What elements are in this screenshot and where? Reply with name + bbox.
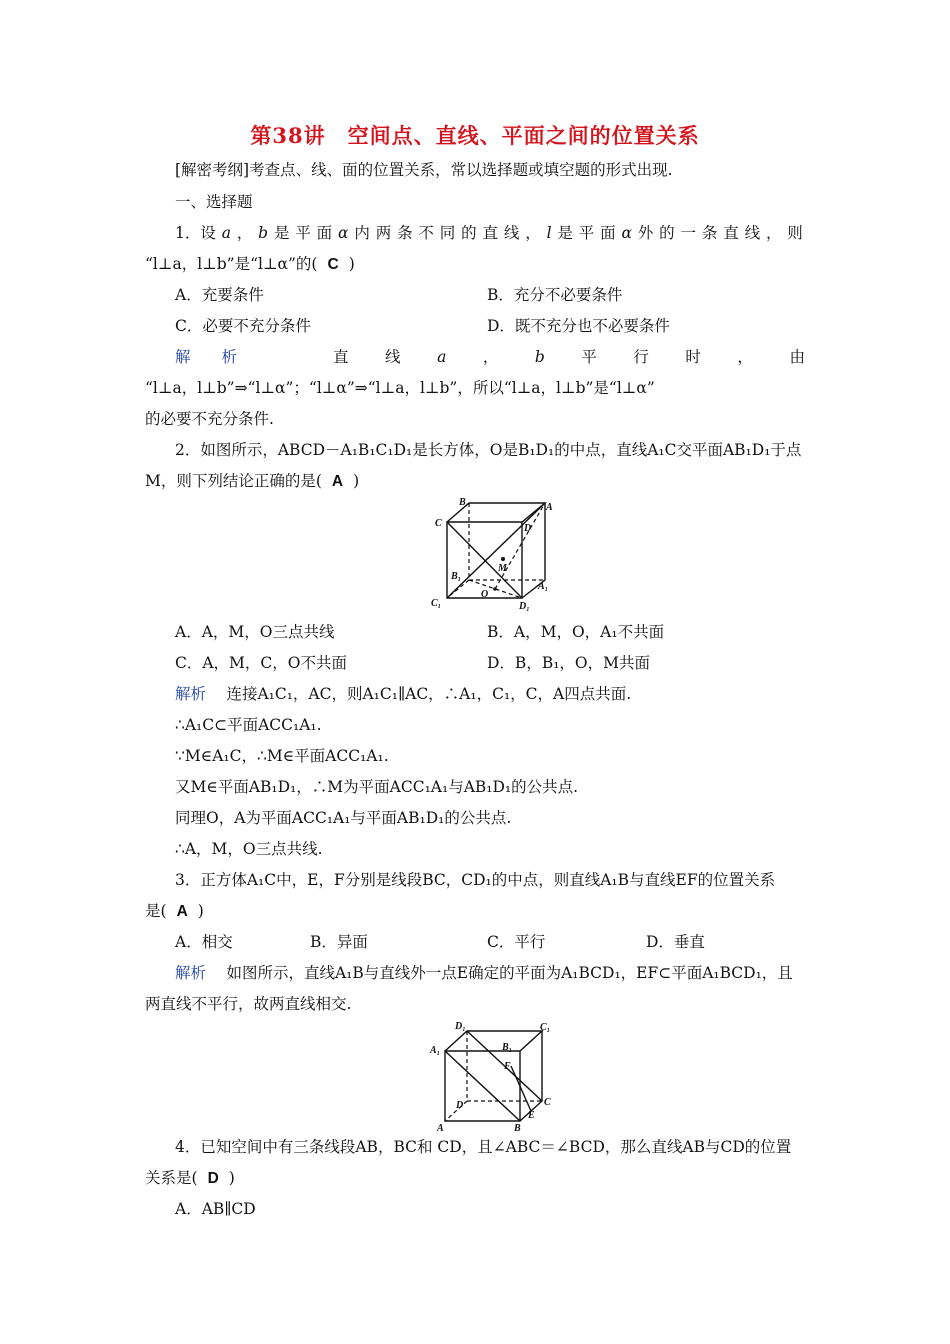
q1-answer: C: [327, 256, 339, 273]
q3-solution-label: 解析: [175, 964, 207, 982]
q4-answer: D: [207, 1170, 219, 1187]
q3-solution-line1: 解析 如图所示，直线A₁B与直线外一点E确定的平面为A₁BCD₁，EF⊂平面A₁BCD₁，且: [175, 964, 793, 982]
q2-solution-line6: ∴A，M，O三点共线.: [175, 840, 323, 858]
fig2-label-c: C: [435, 518, 442, 529]
q3-option-b: B．异面: [310, 933, 368, 951]
fig2-label-m: M: [498, 563, 507, 574]
fig3-label-d1: D₁: [455, 1021, 466, 1032]
q2-solution-label: 解析: [175, 685, 207, 703]
q1-solution-label: 解 析: [175, 348, 238, 366]
fig2-label-a: A: [546, 502, 553, 513]
fig2-label-b1: B₁: [451, 571, 462, 582]
fig3-label-f: F: [504, 1061, 511, 1072]
fig3-label-b: B: [514, 1123, 521, 1133]
q1-option-a: A．充要条件: [175, 286, 264, 304]
q2-option-d: D．B，B₁，O，M共面: [487, 654, 651, 672]
q3-option-c: C．平行: [487, 933, 546, 951]
fig3-label-a: A: [437, 1123, 444, 1133]
fig3-label-c: C: [544, 1097, 551, 1108]
fig2-label-o: O: [481, 589, 489, 600]
q3-option-a: A．相交: [175, 933, 233, 951]
q3-stem-line2: 是( A ): [145, 902, 204, 920]
q2-stem-line2: M，则下列结论正确的是( A ): [145, 472, 360, 490]
q1-stem-line2: “l⊥a，l⊥b”是“l⊥α”的( C ): [145, 255, 355, 273]
q2-stem-line1: 2．如图所示，ABCD－A₁B₁C₁D₁是长方体，O是B₁D₁的中点，直线A₁C交平面AB₁D₁于点: [175, 441, 802, 459]
intro-text: [解密考纲]考查点、线、面的位置关系，常以选择题或填空题的形式出现.: [175, 161, 673, 179]
q2-option-b: B．A，M，O，A₁不共面: [487, 623, 665, 641]
fig3-label-a1: A₁: [430, 1045, 441, 1056]
fig2-label-a1: A₁: [538, 581, 549, 592]
q1-stem-line1: 1．设 a ， b 是 平 面 α 内 两 条 不 同 的 直 线 ， l 是 平 面 α 外 的 一 条 直 线 ， 则: [175, 224, 803, 242]
q3-cube-figure: [425, 1018, 560, 1133]
q3-solution-line2: 两直线不平行，故两直线相交.: [145, 995, 352, 1013]
fig2-label-d1: D₁: [519, 601, 530, 612]
q1-option-d: D．既不充分也不必要条件: [487, 317, 670, 335]
q4-stem-line1: 4．已知空间中有三条线段AB，BC和 CD，且∠ABC＝∠BCD，那么直线AB与CD的位置: [175, 1138, 792, 1156]
fig3-label-c1: C₁: [540, 1022, 551, 1033]
fig2-label-c1: C₁: [431, 598, 442, 609]
q2-solution-line3: ∵M∈A₁C，∴M∈平面ACC₁A₁.: [175, 747, 389, 765]
q2-solution-line1: 解析 连接A₁C₁，AC，则A₁C₁∥AC，∴A₁，C₁，C，A四点共面.: [175, 685, 632, 703]
q4-stem-line2: 关系是( D ): [145, 1169, 235, 1187]
q2-solution-line5: 同理O，A为平面ACC₁A₁与平面AB₁D₁的公共点.: [175, 809, 512, 827]
q2-option-c: C．A，M，C，O不共面: [175, 654, 347, 672]
q1-solution-line3: 的必要不充分条件.: [145, 410, 274, 428]
q2-cuboid-figure: [425, 495, 560, 615]
section-heading: 一、选择题: [175, 193, 253, 211]
q1-solution-line1: 直 线 a ， b 平 行 时 ， 由: [333, 348, 805, 366]
q2-option-a: A．A，M，O三点共线: [175, 623, 335, 641]
q1-solution-line2: “l⊥a，l⊥b”⇒“l⊥α”；“l⊥α”⇒“l⊥a，l⊥b”，所以“l⊥a，l⊥b”是“l⊥α”: [145, 379, 655, 397]
fig3-label-e: E: [528, 1110, 535, 1121]
q1-option-c: C．必要不充分条件: [175, 317, 311, 335]
page-title: 第38讲 空间点、直线、平面之间的位置关系: [250, 123, 700, 148]
q2-solution-line4: 又M∈平面AB₁D₁，∴M为平面ACC₁A₁与AB₁D₁的公共点.: [175, 778, 579, 796]
fig2-label-b: B: [459, 497, 466, 508]
q2-answer: A: [331, 473, 344, 490]
q3-option-d: D．垂直: [646, 933, 705, 951]
q4-option-a: A．AB∥CD: [175, 1200, 256, 1218]
q2-solution-line2: ∴A₁C⊂平面ACC₁A₁.: [175, 716, 322, 734]
fig3-label-d: D: [456, 1100, 464, 1111]
fig2-label-d: D: [524, 523, 532, 534]
q3-answer: A: [176, 903, 188, 920]
fig3-label-b1: B₁: [502, 1042, 513, 1053]
q3-stem-line1: 3．正方体A₁C中，E，F分别是线段BC，CD₁的中点，则直线A₁B与直线EF的位置关系: [175, 871, 776, 889]
q1-option-b: B．充分不必要条件: [487, 286, 623, 304]
